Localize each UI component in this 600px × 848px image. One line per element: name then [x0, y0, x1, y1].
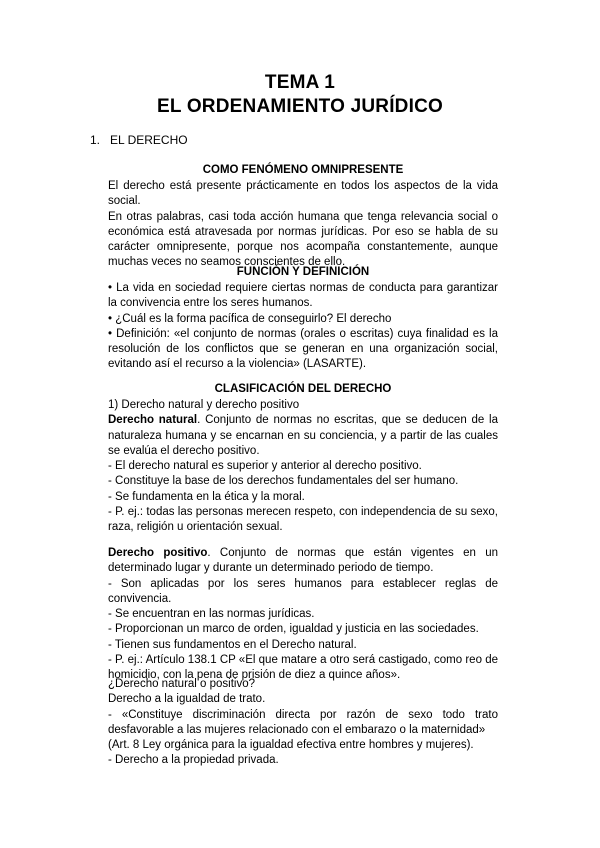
section-label: EL DERECHO	[110, 133, 188, 147]
heading-funcion: FUNCIÓN Y DEFINICIÓN	[236, 266, 370, 278]
bullet-item: • ¿Cuál es la forma pacífica de conseguirlo? El derecho	[108, 312, 392, 325]
subheading: 1) Derecho natural y derecho positivo	[108, 399, 300, 411]
clasificacion-block	[108, 398, 498, 536]
question-line: - Derecho a la propiedad privada.	[108, 754, 279, 767]
topic-title: TEMA 1	[264, 72, 336, 93]
topic-subtitle: EL ORDENAMIENTO JURÍDICO	[157, 96, 443, 117]
paragraph: En otras palabras, casi toda acción humana que tenga relevancia social o económica está atravesada por normas jurídicas. Por eso se habla de su carácter omnipresente, porque nos acompaña constantemente, aunque muchas veces no seamos conscientes de ello.	[108, 210, 498, 269]
section-heading	[90, 133, 188, 147]
positivo-block	[108, 546, 498, 684]
paragraph: El derecho está presente prácticamente en todos los aspectos de la vida social.	[108, 180, 498, 208]
definition-natural	[108, 413, 498, 459]
list-item: - Proporcionan un marco de orden, igualdad y justicia en las sociedades.	[108, 623, 479, 636]
term-derecho-positivo: Derecho positivo	[108, 547, 208, 559]
bullet-item: • La vida en sociedad requiere ciertas normas de conducta para garantizar la convivencia entre los seres humanos.	[108, 282, 498, 310]
section-number: 1.	[90, 133, 101, 147]
question-line: - «Constituye discriminación directa por razón de sexo todo trato desfavorable a las mujeres relacionado con el embarazo o la maternidad»	[108, 708, 498, 736]
list-item: - Constituye la base de los derechos fundamentales del ser humano.	[108, 475, 459, 488]
omnipresente-block	[108, 179, 498, 271]
list-item: - P. ej.: todas las personas merecen respeto, con independencia de su sexo, raza, religión u orientación sexual.	[108, 506, 498, 534]
question-line: Derecho a la igualdad de trato.	[108, 693, 266, 706]
question-line: (Art. 8 Ley orgánica para la igualdad efectiva entre hombres y mujeres).	[108, 739, 474, 752]
list-item: - Se encuentran en las normas jurídicas.	[108, 608, 315, 621]
list-item: - El derecho natural es superior y anterior al derecho positivo.	[108, 460, 422, 473]
definition-text: . Conjunto de normas no escritas, que se deducen de la naturaleza humana y se encarnan en su conciencia, y a partir de las cuales se evalúa el derecho positivo.	[108, 414, 499, 457]
heading-clasificacion: CLASIFICACIÓN DEL DERECHO	[214, 383, 392, 395]
term-derecho-natural: Derecho natural	[108, 414, 198, 427]
list-item: - Son aplicadas por los seres humanos para establecer reglas de convivencia.	[108, 577, 498, 605]
heading-omnipresente: COMO FENÓMENO OMNIPRESENTE	[202, 164, 404, 176]
definition-positivo	[108, 546, 498, 577]
pregunta-block	[108, 677, 498, 769]
question: ¿Derecho natural o positivo?	[108, 678, 256, 690]
list-item: - Tienen sus fundamentos en el Derecho natural.	[108, 638, 357, 651]
list-item: - P. ej.: Artículo 138.1 CP «El que matare a otro será castigado, como reo de homicidio, con la pena de prisión de diez a quince años».	[108, 654, 498, 682]
funcion-block	[108, 281, 498, 373]
bullet-item: • Definición: «el conjunto de normas (orales o escritas) cuya finalidad es la resolución de los conflictos que se generan en una organización social, evitando así el recurso a la violencia» (LASARTE).	[108, 327, 498, 371]
list-item: - Se fundamenta en la ética y la moral.	[108, 490, 305, 503]
definition-text: . Conjunto de normas que están vigentes en un determinado lugar y durante un determinado periodo de tiempo.	[108, 547, 498, 575]
